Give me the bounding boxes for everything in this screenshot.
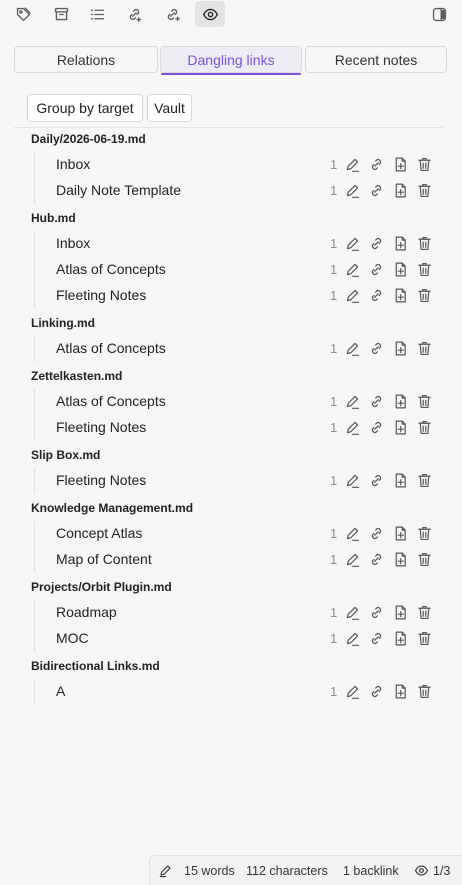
link-icon[interactable] [367, 471, 385, 489]
list-item[interactable] [0, 231, 462, 257]
group-by-button[interactable]: Group by target [27, 94, 143, 122]
edit-icon[interactable] [343, 603, 361, 621]
link-icon[interactable] [367, 629, 385, 647]
indent-guide [34, 600, 35, 652]
new-note-icon[interactable] [391, 682, 409, 700]
list-item[interactable] [0, 521, 462, 547]
item-label: Roadmap [56, 604, 117, 620]
group-header[interactable]: Bidirectional Links.md [31, 659, 160, 673]
trash-icon[interactable] [415, 286, 433, 304]
tab-relations[interactable]: Relations [14, 46, 158, 73]
link-icon[interactable] [367, 155, 385, 173]
new-note-icon[interactable] [391, 603, 409, 621]
view-toolbar [0, 0, 462, 28]
item-count: 1 [330, 552, 338, 567]
edit-icon[interactable] [343, 682, 361, 700]
trash-icon[interactable] [415, 524, 433, 542]
divider [14, 127, 443, 128]
new-note-icon[interactable] [391, 392, 409, 410]
group-header[interactable]: Knowledge Management.md [31, 501, 194, 515]
link-icon[interactable] [367, 260, 385, 278]
sidebar-toggle-icon[interactable] [426, 1, 452, 27]
trash-icon[interactable] [415, 181, 433, 199]
item-count: 1 [330, 157, 338, 172]
list-item[interactable] [0, 283, 462, 309]
edit-icon[interactable] [343, 418, 361, 436]
edit-icon[interactable] [343, 260, 361, 278]
item-count: 1 [330, 684, 338, 699]
status-bar [149, 855, 462, 885]
edit-icon[interactable] [343, 339, 361, 357]
list-item[interactable] [0, 468, 462, 494]
link-icon[interactable] [367, 392, 385, 410]
list-item[interactable] [0, 679, 462, 705]
group-header[interactable]: Daily/2026-06-19.md [31, 132, 146, 146]
reading-progress[interactable]: 1/3 [433, 864, 451, 878]
indent-guide [34, 679, 35, 705]
trash-icon[interactable] [415, 234, 433, 252]
list-item[interactable] [0, 152, 462, 178]
view-tabs [14, 46, 447, 76]
edit-icon[interactable] [343, 524, 361, 542]
edit-icon[interactable] [343, 550, 361, 568]
item-count: 1 [330, 631, 338, 646]
tab-recent-notes[interactable]: Recent notes [305, 46, 447, 73]
link-icon[interactable] [367, 550, 385, 568]
group-header[interactable]: Projects/Orbit Plugin.md [31, 580, 172, 594]
list-item[interactable] [0, 415, 462, 441]
group-header[interactable]: Slip Box.md [31, 448, 101, 462]
new-note-icon[interactable] [391, 155, 409, 173]
link-icon[interactable] [367, 339, 385, 357]
indent-guide [34, 521, 35, 573]
list-item[interactable] [0, 626, 462, 652]
word-count: 15 words [184, 864, 235, 878]
item-label: Atlas of Concepts [56, 393, 166, 409]
reading-eye-icon[interactable] [414, 863, 429, 878]
item-count: 1 [330, 526, 338, 541]
new-note-icon[interactable] [391, 181, 409, 199]
item-label: Fleeting Notes [56, 472, 147, 488]
character-count: 112 characters [246, 864, 328, 878]
item-label: Concept Atlas [56, 525, 143, 541]
indent-guide [34, 389, 35, 441]
item-count: 1 [330, 394, 338, 409]
trash-icon[interactable] [415, 682, 433, 700]
trash-icon[interactable] [415, 155, 433, 173]
trash-icon[interactable] [415, 418, 433, 436]
item-label: A [56, 683, 66, 699]
item-count: 1 [330, 341, 338, 356]
list-icon[interactable] [84, 1, 110, 27]
eye-icon[interactable] [195, 1, 225, 27]
item-label: Daily Note Template [56, 182, 182, 198]
archive-icon[interactable] [48, 1, 74, 27]
link-icon[interactable] [367, 286, 385, 304]
edit-icon[interactable] [343, 392, 361, 410]
trash-icon[interactable] [415, 550, 433, 568]
list-item[interactable] [0, 336, 462, 362]
trash-icon[interactable] [415, 629, 433, 647]
indent-guide [34, 468, 35, 494]
item-count: 1 [330, 183, 338, 198]
backlink-count[interactable]: 1 backlink [343, 864, 399, 878]
indent-guide [34, 152, 35, 204]
edit-icon[interactable] [343, 286, 361, 304]
new-note-icon[interactable] [391, 234, 409, 252]
edit-icon[interactable] [343, 471, 361, 489]
edit-icon[interactable] [343, 629, 361, 647]
edit-icon[interactable] [343, 181, 361, 199]
new-note-icon[interactable] [391, 629, 409, 647]
item-label: Inbox [56, 156, 91, 172]
indent-guide [34, 231, 35, 309]
link-icon[interactable] [367, 234, 385, 252]
scope-button[interactable]: Vault [147, 94, 192, 122]
trash-icon[interactable] [415, 392, 433, 410]
edit-icon[interactable] [343, 234, 361, 252]
link-icon[interactable] [367, 682, 385, 700]
new-note-icon[interactable] [391, 286, 409, 304]
new-note-icon[interactable] [391, 471, 409, 489]
trash-icon[interactable] [415, 603, 433, 621]
item-label: Atlas of Concepts [56, 261, 166, 277]
item-count: 1 [330, 473, 338, 488]
link-icon[interactable] [367, 181, 385, 199]
new-note-icon[interactable] [391, 550, 409, 568]
trash-icon[interactable] [415, 339, 433, 357]
link-plus-icon[interactable] [159, 1, 185, 27]
new-note-icon[interactable] [391, 339, 409, 357]
list-item[interactable] [0, 257, 462, 283]
group-header[interactable]: Hub.md [31, 211, 76, 225]
indent-guide [34, 336, 35, 362]
list-item[interactable] [0, 389, 462, 415]
item-label: Atlas of Concepts [56, 340, 166, 356]
tab-dangling-links[interactable]: Dangling links [160, 46, 302, 73]
item-label: Fleeting Notes [56, 287, 147, 303]
group-header[interactable]: Linking.md [31, 316, 95, 330]
item-count: 1 [330, 605, 338, 620]
trash-icon[interactable] [415, 471, 433, 489]
item-label: Inbox [56, 235, 91, 251]
new-note-icon[interactable] [391, 524, 409, 542]
link-icon[interactable] [367, 603, 385, 621]
item-label: Map of Content [56, 551, 152, 567]
edit-icon[interactable] [343, 155, 361, 173]
item-count: 1 [330, 236, 338, 251]
list-item[interactable] [0, 600, 462, 626]
item-label: Fleeting Notes [56, 419, 147, 435]
new-note-icon[interactable] [391, 418, 409, 436]
list-item[interactable] [0, 178, 462, 204]
link-add-icon[interactable] [121, 1, 147, 27]
item-label: MOC [56, 630, 89, 646]
new-note-icon[interactable] [391, 260, 409, 278]
link-icon[interactable] [367, 418, 385, 436]
item-count: 1 [330, 420, 338, 435]
trash-icon[interactable] [415, 260, 433, 278]
link-icon[interactable] [367, 524, 385, 542]
group-header[interactable]: Zettelkasten.md [31, 369, 123, 383]
pencil-icon[interactable] [158, 863, 173, 878]
item-count: 1 [330, 288, 338, 303]
tags-icon[interactable] [10, 1, 36, 27]
list-item[interactable] [0, 547, 462, 573]
item-count: 1 [330, 262, 338, 277]
